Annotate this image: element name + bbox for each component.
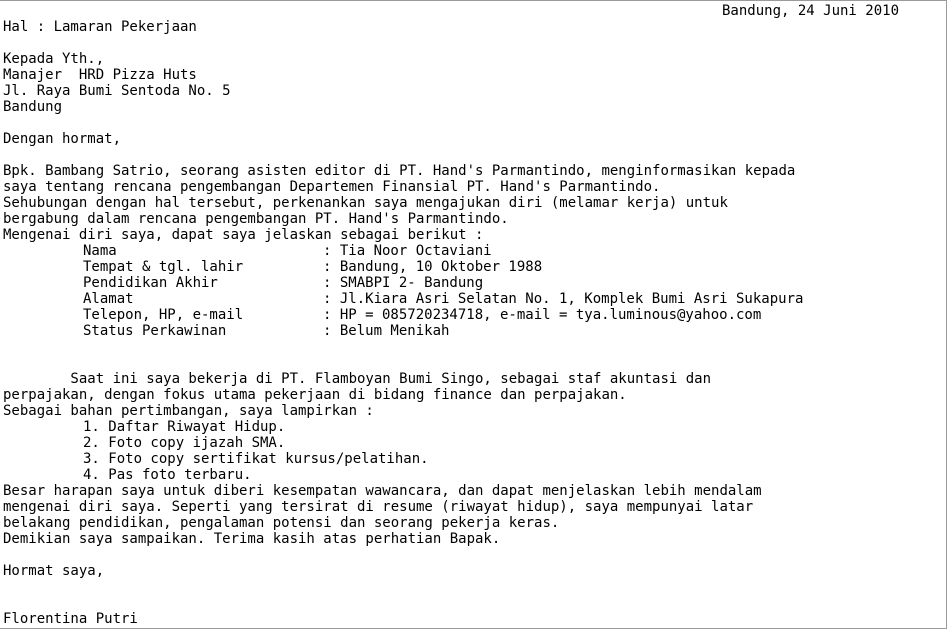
- detail-label: Nama: [83, 243, 117, 259]
- detail-value: : Jl.Kiara Asri Selatan No. 1, Komplek Bumi Asri Sukapura: [323, 291, 804, 307]
- body-line: Saat ini saya bekerja di PT. Flamboyan Bumi Singo, sebagai staf akuntasi dan: [3, 371, 712, 387]
- recipient-line: Kepada Yth.,: [3, 51, 105, 67]
- greeting: Dengan hormat,: [3, 131, 122, 147]
- recipient-line: Manajer HRD Pizza Huts: [3, 67, 197, 83]
- body-line: saya tentang rencana pengembangan Departemen Finansial PT. Hand's Parmantindo.: [3, 179, 661, 195]
- detail-row: [83, 259, 542, 275]
- detail-row: [83, 275, 483, 291]
- detail-value: : Tia Noor Octaviani: [323, 243, 492, 259]
- body-line: Mengenai diri saya, dapat saya jelaskan sebagai berikut :: [3, 227, 484, 243]
- detail-value: : SMABPI 2- Bandung: [323, 275, 484, 291]
- body-line: Demikian saya sampaikan. Terima kasih atas perhatian Bapak.: [3, 531, 501, 547]
- detail-label: Alamat: [83, 291, 134, 307]
- attachment-item: 4. Pas foto terbaru.: [83, 467, 252, 483]
- detail-row: [83, 323, 449, 339]
- recipient-line: Bandung: [3, 99, 63, 115]
- body-line: Sehubungan dengan hal tersebut, perkenankan saya mengajukan diri (melamar kerja) untuk: [3, 195, 728, 211]
- detail-label: Tempat & tgl. lahir: [83, 259, 244, 275]
- signature-name: Florentina Putri: [3, 611, 138, 627]
- attachment-item: 1. Daftar Riwayat Hidup.: [83, 419, 286, 435]
- detail-row: [83, 291, 803, 307]
- detail-label: Pendidikan Akhir: [83, 275, 218, 291]
- body-line: bergabung dalam rencana pengembangan PT. Hand's Parmantindo.: [3, 211, 509, 227]
- letter-date: Bandung, 24 Juni 2010: [722, 3, 900, 19]
- recipient-line: Jl. Raya Bumi Sentoda No. 5: [3, 83, 231, 99]
- body-line: belakang pendidikan, pengalaman potensi dan seorang pekerja keras.: [3, 515, 560, 531]
- closing: Hormat saya,: [3, 563, 105, 579]
- detail-label: Telepon, HP, e-mail: [83, 307, 244, 323]
- body-line: Besar harapan saya untuk diberi kesempatan wawancara, dan dapat menjelaskan lebih mendalam: [3, 483, 762, 499]
- body-line: Sebagai bahan pertimbangan, saya lampirkan :: [3, 403, 374, 419]
- detail-row: [83, 307, 761, 323]
- body-line: mengenai diri saya. Seperti yang tersirat di resume (riwayat hidup), saya mempunyai latar: [3, 499, 754, 515]
- detail-value: : Bandung, 10 Oktober 1988: [323, 259, 543, 275]
- detail-label: Status Perkawinan: [83, 323, 227, 339]
- letter-subject: Hal : Lamaran Pekerjaan: [3, 19, 197, 35]
- attachment-item: 3. Foto copy sertifikat kursus/pelatihan.: [83, 451, 429, 467]
- attachment-item: 2. Foto copy ijazah SMA.: [83, 435, 286, 451]
- detail-row: [83, 243, 492, 259]
- body-line: perpajakan, dengan fokus utama pekerjaan di bidang finance dan perpajakan.: [3, 387, 627, 403]
- detail-value: : HP = 085720234718, e-mail = tya.luminous@yahoo.com: [323, 307, 762, 323]
- detail-value: : Belum Menikah: [323, 323, 450, 339]
- body-line: Bpk. Bambang Satrio, seorang asisten editor di PT. Hand's Parmantindo, menginformasikan kepada: [3, 163, 796, 179]
